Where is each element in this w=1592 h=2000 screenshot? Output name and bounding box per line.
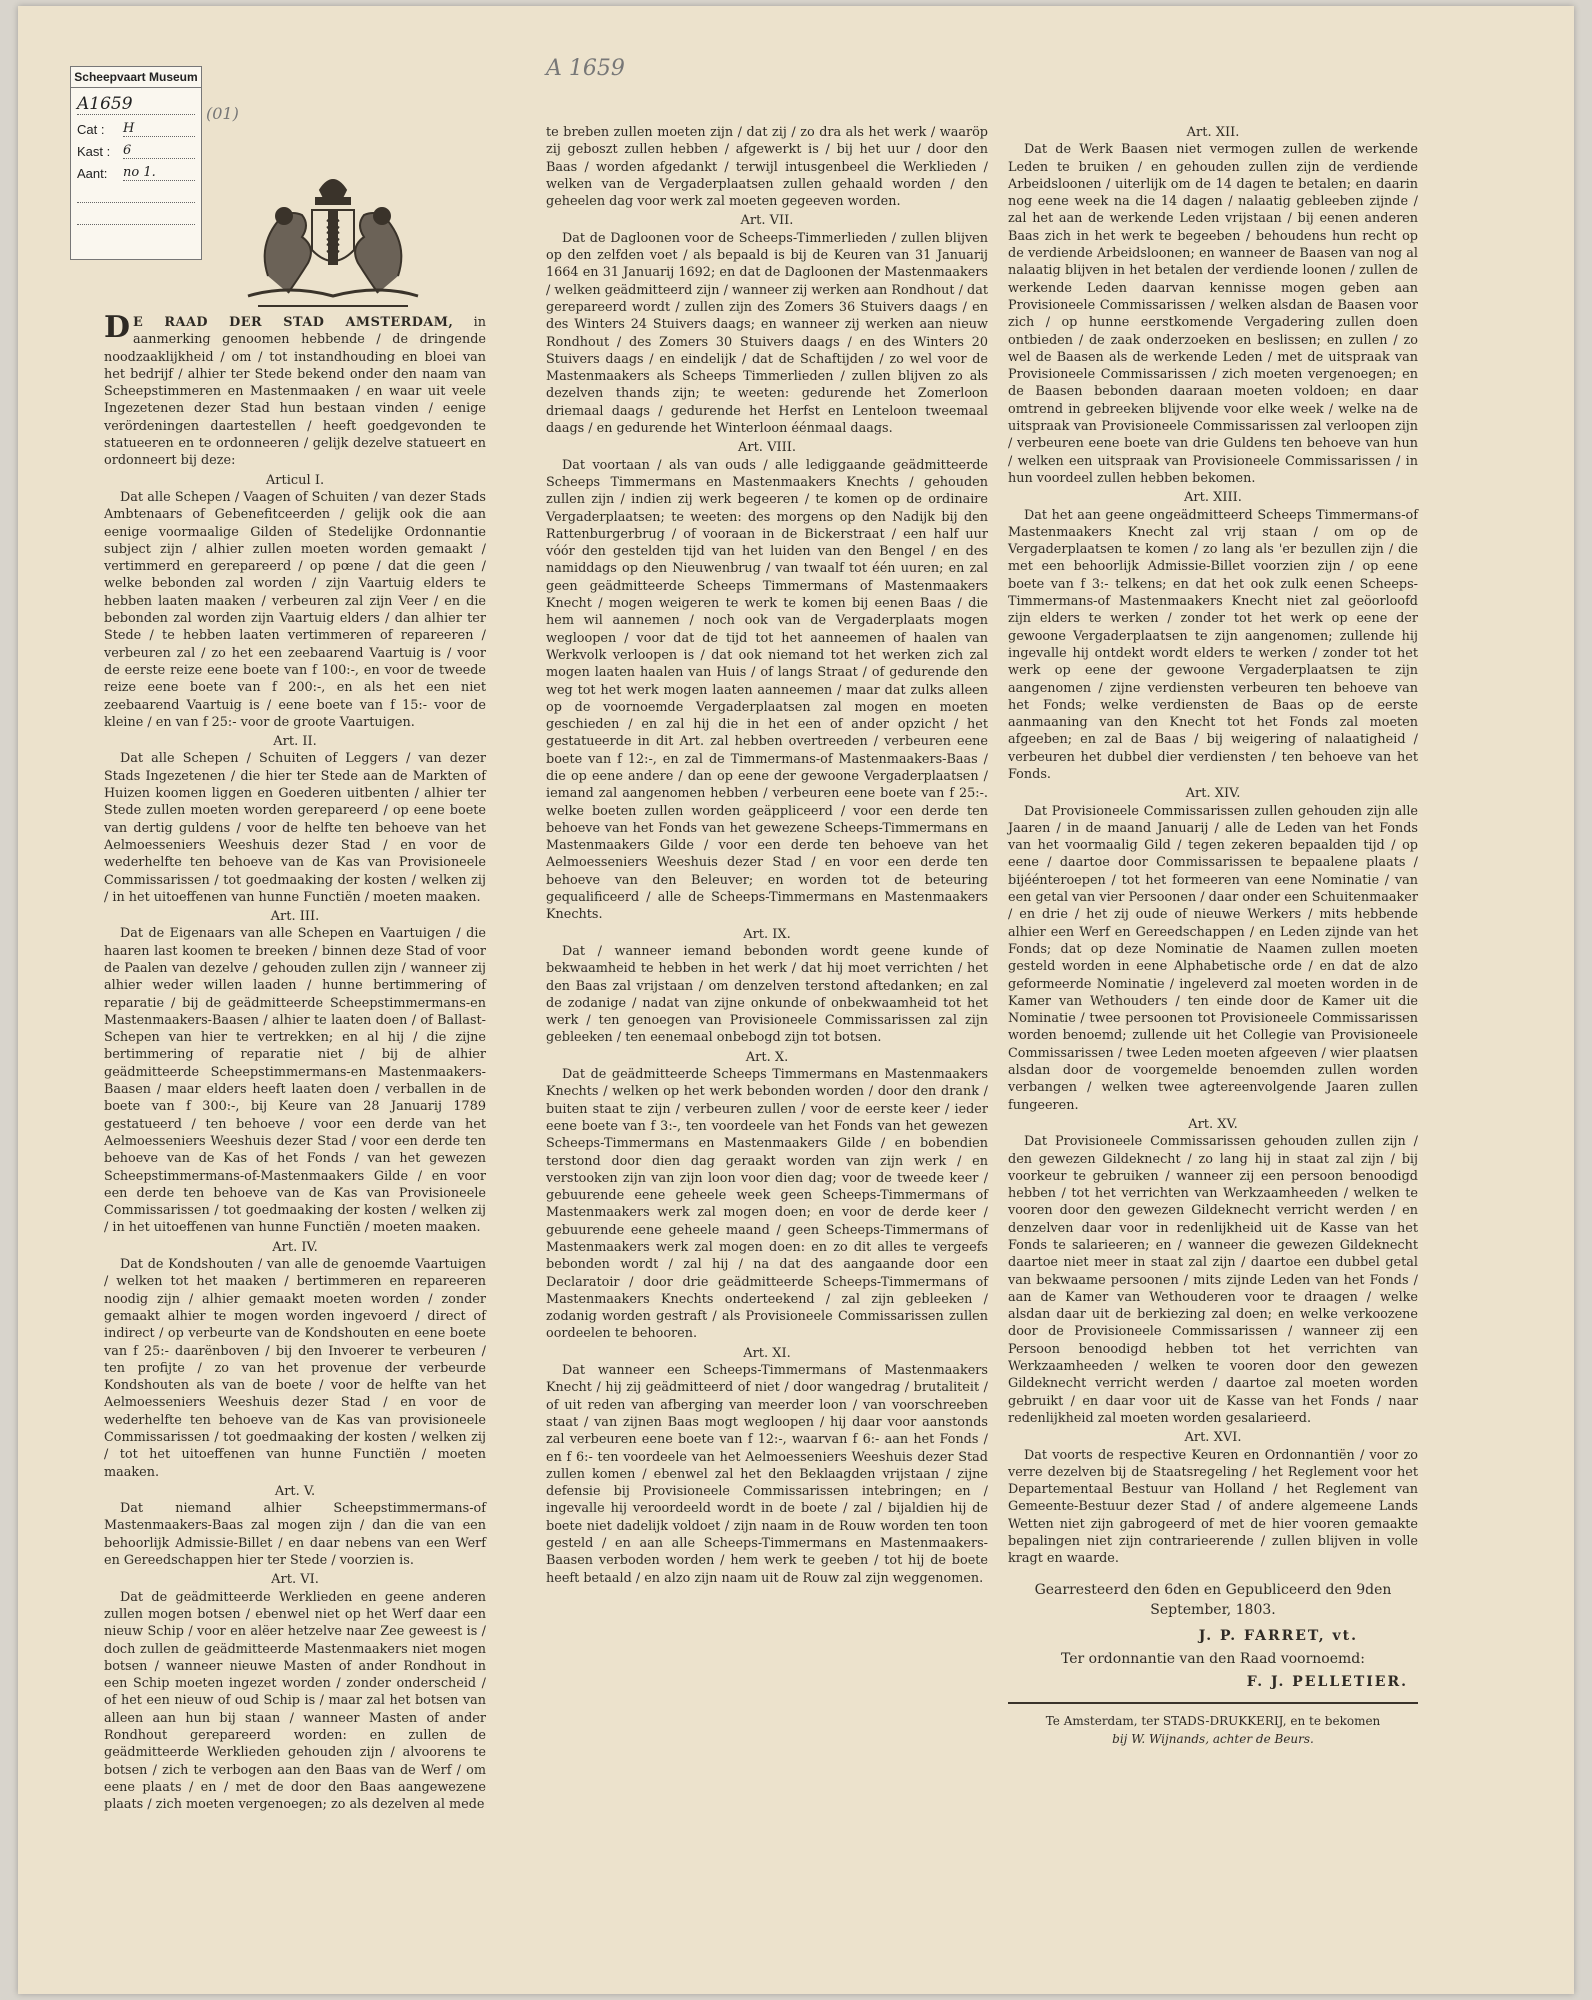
order-line: Ter ordonnantie van den Raad voornoemd: (1061, 1650, 1365, 1667)
article-14-heading: Art. XIV. (1185, 786, 1241, 802)
article-13-heading: Art. XIII. (1184, 490, 1242, 506)
article-11-text: Dat wanneer een Scheeps-Timmermans of Mastenmaakers Knecht / hij zij geädmitteerd of niet / door wangedrag / brutaliteit / of uit reden van afberging van meerder loon / van voorschreeben staat / van zijnen Baas mogt wegloopen / hij daar voor aanstonds zal verbeuren eene boete van f 12:-, waarvan f 6:- aan het Fonds / en f 6:- ten voordeele van het Aelmoesseniers Weeshuis dezer Stad zullen komen / ebenwel zal het den Beklaagden vrijstaan / zijne defensie bij Provisioneele Commissarissen intebringen; en / ingevalle hij veroordeeld wordt in de boete / zal / bijaldien hij de boete niet dadelijk voldoet / zijn naam in de Rouw worden ten toon gesteld / en aan alle Scheeps-Timmermans en Mastenmaakers-Baasen verboden worden / hem werk te geeben / tot hij de boete heeft betaald / en alzo zijn naam uit de Rouw zal zijn weggenomen. (546, 1363, 988, 1586)
council-name: E RAAD DER STAD AMSTERDAM, (133, 315, 454, 330)
imprint-line-1: Te Amsterdam, ter STADS-DRUKKERIJ, en te bekomen (1045, 1713, 1381, 1728)
intro-dropcap: D (104, 310, 131, 345)
article-16-heading: Art. XVI. (1184, 1430, 1242, 1446)
article-5-text: Dat niemand alhier Scheepstimmermans-of Mastenmaakers-Baas zal mogen zijn / dan die van een behoorlijk Admissie-Billet / en daar nebens van een Werf en Gereedschappen hier ter Stede / voorzien is. (104, 1501, 486, 1569)
article-10-text: Dat de geädmitteerde Scheeps Timmermans en Mastenmaakers Knechts / welken op het werk bebonden worden / door den drank / buiten staat te zijn / verbeuren zullen / voor de eerste keer / ieder eene boete van f 3:-, ten voordeele van het Fonds van het gewezen Scheeps-Timmermans en Mastenmaakers Gilde / en bobendien terstond door dien dag geraakt worden van zijn werk / en verstooken zijn van zijn loon voor dien dag; voor de tweede keer / gebuurende eene geheele week geen Scheeps-Timmermans of Mastenmaakers werk zal mogen doen; en voor de derde keer / gebuurende eene geheele maand / geen Scheeps-Timmermans of Mastenmaakers werk zal mogen doen: en zo dit alles te vergeefs bebonden wordt / zal hij / na dat des aangaande door een Declaratoir / door drie geädmitteerde Scheeps-Timmermans of Mastenmaakers Knechts onderteekend / zal zijn gebleeken / zodanig worden gestraft / als Provisioneele Commissarissen zullen oordeelen te behooren. (546, 1067, 988, 1342)
article-15-heading: Art. XV. (1188, 1116, 1238, 1132)
article-1-text: Dat alle Schepen / Vaagen of Schuiten / van dezer Stads Ambtenaars of Gebenefitceerden / gelijk ook die aan eenige voormaalige Gilden of Stedelijke Ordonnantie subject zijn / alhier zullen moeten worden gemaakt / vertimmerd en gerepareerd / op pœne / dat die geen / welke bebonden zal worden / zijn Vaartuig elders te hebben laaten maaken / verbeuren zal zijn Veer / en die bebonden zal worden zijn Vaartuig elders / dan alhier ter Stede / te hebben laaten vertimmeren of repareeren / verbeuren zal / zo het een zeebaarend Vaartuig is / voor de eerste reize eene boete van f 100:-, en voor de tweede reize eene boete van f 200:-, en als het een niet zeebaarend Vaartuig is / eene boete van f 15:- voor de kleine / en van f 25:- voor de groote Vaartuigen. (104, 489, 486, 730)
article-5-heading: Art. V. (274, 1483, 316, 1499)
cat-value: H (123, 121, 195, 137)
amsterdam-coat-of-arms-icon (228, 156, 438, 316)
article-16-text: Dat voorts de respective Keuren en Ordonnantiën / voor zo verre dezelven bij de Staatsregeling / het Reglement voor het Departementaal Bestuur van Holland / het Reglement van Gemeente-Bestuur dezer Stad / of andere algemeene Lands Wetten niet zijn gabrogeerd of met de hier vooren gemaakte bepalingen niet zijn contrarieerende / zullen blijven in volle kragt en waarde. (1008, 1447, 1418, 1567)
article-2-text: Dat alle Schepen / Schuiten of Leggers / van dezer Stads Ingezetenen / die hier ter Stede aan de Markten of Huizen koomen liggen en Goederen uitbenten / alhier ter Stede zullen moeten worden gerepareerd / op eene boete van dertig guldens / voor de helfte ten behoeve van het Aelmoesseniers Weeshuis dezer Stad / en voor de wederhelfte ten behoeve van de Kas van Provisioneele Commissarissen / tot goedmaaking der kosten / welken zij / in het uitoeffenen van hunne Functiën / moeten maaken. (104, 751, 486, 905)
signature-farret: J. P. FARRET, vt. (1198, 1627, 1358, 1644)
intro-paragraph (104, 310, 486, 470)
blank-row-1 (71, 181, 201, 203)
article-10-heading: Art. X. (745, 1049, 789, 1065)
cat-key: Cat : (77, 122, 105, 137)
aant-value: no 1. (123, 165, 195, 181)
museum-label (70, 66, 202, 260)
imprint-line-2: bij W. Wijnands, achter de Beurs. (1112, 1731, 1314, 1746)
intro-text: in aanmerking genoomen hebbende / de dringende noodzaaklijkheid / om / tot instandhouding en bloei van het bedrijf / alhier ter Stede bekend onder den naam van Scheepstimmeren en Mastenmaaken / en waar uit veele Ingezetenen dezer Stad hun bestaan vinden / eenige verördeningen daartestellen / heeft goedgevonden te statueeren en te ordonneeren / gelijk dezelve statueert en ordonneert bij deze: (104, 315, 486, 469)
article-14-text: Dat Provisioneele Commissarissen zullen gehouden zijn alle Jaaren / in de maand Januarij / alle de Leden van het Fonds van het voormaalig Gild / tegen zekeren bepaalden tijd / op eene / daartoe door Commissarissen te bepaalene plaats / bijéénteroepen / tot het formeeren van eene Nominatie / van een getal van vier Persoonen / daar onder een Schuitenmaaker / en drie / het zij oude of nieuwe Werkers / mits hebbende alhier een Werf en Gereedschappen / en Leden zijnde van het Fonds; dat op deze Nominatie de Naamen zullen moeten gesteld worden in eene Alphabetische orde / en dat de alzo geformeerde Nominatie / ingeleverd zal moeten worden in de Kamer van Wethouders / ten einde door de Kamer uit die Nominatie / twee persoonen tot Provisioneele Commissarissen worden benoemd; zullende uit het Collegie van Provisioneele Commissarissen / twee Leden moeten afgeeven / wier plaatsen alsdan door de voorgemelde benoemden zullen worden verbangen / welken twee agtereenvolgende Jaaren zullen fungeeren. (1008, 803, 1418, 1113)
kast-value: 6 (123, 143, 195, 159)
column-2 (546, 124, 988, 1589)
article-7-text: Dat de Dagloonen voor de Scheeps-Timmerlieden / zullen blijven op den zelfden voet / als bepaald is bij de Keuren van 31 Januarij 1664 en 31 Januarij 1692; en dat de Dagloonen der Mastenmaakers / welken geädmitteerd zijn / wanneer zij werken aan Rondhout / dat gerepareerd wordt / zullen zijn des Zomers 36 Stuivers daags / en des Winters 24 Stuivers daags; en wanneer zij werken aan nieuw Rondhout / des Zomers 30 Stuivers daags / en des Winters 20 Stuivers daags / en eindelijk / dat de Schaftijden / zo wel voor de Mastenmaakers als Scheeps Timmerlieden / zullen blijven zo als dezelven thands zijn; te weeten: gedurende het Zomerloon driemaal daags / gedurende het Herfst en Lenteloon tweemaal daags / en gedurende het Winterloon éénmaal daags. (546, 230, 988, 437)
article-3-text: Dat de Eigenaars van alle Schepen en Vaartuigen / die haaren last koomen te breeken / binnen deze Stad of voor de Paalen van dezelve / gehouden zullen zijn / wanneer zij alhier weder willen laaden / hunne bertimmering of reparatie / bij de geädmitteerde Scheepstimmermans-en Mastenmaakers-Baasen / alhier te laaten doen / of Ballast-Schepen van hier te vertrekken; en al hij / die zijne bertimmering of reparatie niet / bij de alhier geädmitteerde Scheepstimmermans-en Mastenmaakers-Baasen / maar elders heeft laaten doen / verballen in de boete van f 300:-, bij Keure van 28 Januarij 1789 gestatueerd / ten behoeve / voor een derde van het Aelmoesseniers Weeshuis dezer Stad / voor een derde ten behoeve van de Kas of het Fonds / van het gewezen Scheepstimmermans-of-Mastenmaakers Gilde / en voor een derde ten behoeve van de Kas van Provisioneele Commissarissen / tot goedmaaking der kosten / welken zij / in het uitoeffenen van hunne Functiën / moeten maaken. (104, 926, 486, 1236)
kast-row (71, 137, 201, 159)
article-11-heading: Art. XI. (743, 1345, 791, 1361)
article-12-text: Dat de Werk Baasen niet vermogen zullen de werkende Leden te bruiken / en gehouden zullen zijn de verdiende Arbeidsloonen / uiterlijk om de 14 dagen te betalen; en daarin nog eene week na die 14 dagen / nalaatig gebleeben zijnde / zal het aan de werkende Leden vrijstaan / bij eenen anderen Baas zich in het werk te begeeben / behoudens hun recht op de verdiende Arbeidsloonen; en wanneer de Baasen van nog al nalaatig blijven in het betalen der verdiende loonen / zullen de werkende Leden daarvan kennisse mogen geben aan Provisioneele Commissarissen / welken alsdan de Baasen voor zich / op hunne eerstkomende Vergadering zullen doen ontbieden / de zaak onderzoeken en beslissen; en zullen / zo wel de Baasen als de werkende Leden / met de uitspraak van Provisioneele Commissarissen / zich moeten vergenoegen; en de Baasen bebonden daaraan moeten voldoen; en daar omtrend in gebreeken blijvende voor elke week / welke na de uitspraak van Provisioneele Commissarissen zal verloopen zijn / verbeuren eene boete van drie Guldens ten behoeve van hun / welken een uitspraak van Provisioneele Commissarissen / in hun voordeel zullen hebben bekomen. (1008, 142, 1418, 486)
article-13-text: Dat het aan geene ongeädmitteerd Scheeps Timmermans-of Mastenmaakers Knecht zal vrij staan / om op de Vergaderplaatsen te komen / zo lang als 'er bezullen zijn / die met een behoorlijk Admissie-Billet voorzien zijn / op eene boete van f 3:- telkens; en dat het ook zulk eenen Scheeps-Timmermans-of Mastenmaakers Knecht niet zal geöorloofd zijn elders te werken / zonder tot het werk op eene der gewoone Vergaderplaatsen te zijn aangenomen; zullende hij ingevalle hij ontdekt wordt elders te werken / zonder tot het werk op eene der gewoone Vergaderplaatsen te zijn aangenomen / zijne verdiensten verbeuren ten behoeve van het Fonds; welke verdiensten de Baas op de eerste aanmaaning van den Knecht tot het Fonds zal moeten afgeeben; en zal de Baas / bij weigering of nalaatigheid / verbeuren het dubbel dier verdiensten / ten behoeve van het Fonds. (1008, 507, 1418, 782)
aant-row (71, 159, 201, 181)
museum-number-row (71, 88, 201, 115)
article-6-text: Dat de geädmitteerde Werklieden en geene anderen zullen mogen botsen / ebenwel niet op het Werf daar een nieuw Schip / voor en alëer hetzelve naar Zee geweest is / doch zullen de geädmitteerde Mastenmaakers niet mogen botsen / wanneer nieuwe Masten of ander Rondhout in een Schip moeten ingezet worden / zonder onderscheid / of het een nieuw of oud Schip is / maar zal het botsen van alleen aan hun bij staan / wanneer Masten of ander Rondhout gerepareerd worden: en zullen de geädmitteerde Werklieden gehouden zijn / alvoorens te botsen / zich te verbogen aan den Baas van de Werf / om eene plaats / en / met de door den Baas aangewezene plaats / zich moeten vergenoegen; zo als dezelven al mede (104, 1589, 486, 1813)
article-4-heading: Art. IV. (272, 1239, 318, 1255)
aant-key: Aant: (77, 166, 108, 181)
article-8-text: Dat voortaan / als van ouds / alle lediggaande geädmitteerde Scheeps Timmermans en Mastenmaakers Knechts / gehouden zullen zijn / indien zij werk begeeren / te komen op de ordinaire Vergaderplaatsen; te weeten: des morgens op den Nadijk bij den Rattenburgerbrug / of vooraan in de Bickerstraat / een half uur vóór den gestelden tijd van het luiden van den Bengel / en des namiddags op den Nieuwenbrug / van twaalf tot één uuren; en zal geen geädmitteerde Scheeps Timmermans of Mastenmaakers Knecht / mogen weigeren te werk te komen bij eenen Baas / die hem wil aannemen / noch ook van de Vergaderplaats mogen wegloopen / voor dat de tijd tot het aanneemen of haalen van Werkvolk verloopen is / dat ook niemand tot het werken zich zal mogen laaten haalen van Huis / of langs Straat / of gedurende den weg tot het werk mogen laaten aanneemen / maar dat zulks alleen op de voornoemde Vergaderplaatsen zal mogen en moeten geschieden / en zal hij die in het een of ander opzicht / het gestatueerde in dit Art. zal hebben overtreeden / verbeuren eene boete van f 12:-, en zal de Timmermans-of Mastenmaakers-Baas / die op eene andere / dan op eene der gewoone Vergaderplaatsen / iemand zal aangenomen hebben / verbeuren eene boete van f 25:-. welke boeten zullen worden geäppliceerd / voor een derde ten behoeve van het Fonds van het gewezene Scheeps-Timmermans en Mastenmaakers Gilde / voor een derde ten behoeve van het Aelmoesseniers Weeshuis dezer Stad / en voor een derde ten behoeve van den Beleuver; en worden tot de beteuring gequalificeerd / alle de Scheeps-Timmermans en Mastenmaakers Knechts. (546, 457, 988, 923)
pencil-note-label: (01) (206, 104, 239, 123)
article-1-heading: Articul I. (265, 472, 325, 488)
column-3 (1008, 124, 1418, 1748)
imprint-divider (1008, 1702, 1418, 1704)
museum-label-heading: Scheepvaart Museum (71, 67, 201, 88)
article-8-heading: Art. VIII. (737, 440, 797, 456)
blank-row-2 (71, 203, 201, 225)
article-9-text: Dat / wanneer iemand bebonden wordt geene kunde of bekwaamheid te hebben in het werk / dat hij moet verrichten / het den Baas zal vrijstaan / om denzelven terstond aftedanken; en zal de zodanige / nadat van zijne onkunde of onbekwaamheid tot het werk / ten genoegen van Provisioneele Commissarissen zal zijn gebleeken / ten eenemaal onbebogd zijn tot botsen. (546, 943, 988, 1046)
article-15-text: Dat Provisioneele Commissarissen gehouden zullen zijn / den gewezen Gildeknecht / zo lang hij in staat zal zijn / bij voorkeur te gebruiken / wanneer zij een persoon benoodigd hebben / tot het verrichten van Werkzaamheeden / welken te vooren door den gewezen Gildeknecht verricht werden / en denzelven daar voor in redenlijkheid uit de Kasse van het Fonds te salarieeren; en / wanneer die gewezen Gildeknecht daartoe niet meer in staat zal zijn / daartoe een dubbel getal van bekwaame persoonen / mits zijnde Leden van het Fonds / aan de Kamer van Wethouderen voor te draagen / welke alsdan daar uit de berkiezing zal doen; en welke verkoozene door de Provisioneele Commissarissen / wanneer zij een Persoon benoodigd hebben tot het verrichten van Werkzaamheeden / welken te vooren door den gewezen Gildeknecht verricht werden / daartoe zal moeten worden gebruikt / en daar voor uit de Kasse van het Fonds / naar redenlijkheid zal moeten worden gesalarieerd. (1008, 1134, 1418, 1426)
article-6-heading: Art. VI. (271, 1572, 319, 1588)
article-9-heading: Art. IX. (743, 926, 791, 942)
placard-sheet (18, 6, 1574, 1994)
article-6-continuation: te breben zullen moeten zijn / dat zij / zo dra als het werk / waaröp zij geboszt zullen hebben / afgewerkt is / bij het uur / door den Baas / worden afgedankt / terwijl intusgenbeel die Werklieden / welken van de Vergaderplaatsen zullen gehaald worden / den geheelen dag voor werk zal moeten gegeeven worden. (546, 125, 988, 210)
article-2-heading: Art. II. (273, 734, 317, 750)
museum-number: A1659 (77, 94, 195, 115)
article-4-text: Dat de Kondshouten / van alle de genoemde Vaartuigen / welken tot het maaken / bertimmeren en repareeren noodig zijn / alhier gemaakt moeten worden / zonder gemaakt alhier te mogen worden ingevoerd / direct of indirect / op verbeurte van de Kondshouten en eene boete van f 25:- daarënboven / bij den Invoerer te verbeuren / ten profijte / zo van het provenue der verbeurde Kondshouten als van de boete / voor de helfte van het Aelmoesseniers Weeshuis dezer Stad / en voor de wederhelfte ten behoeve van de Kas van provisioneele Commissarissen / tot goedmaaking der kosten / welken zij / tot het uitoeffenen van hunne Functiën / moeten maaken. (104, 1257, 486, 1480)
article-7-heading: Art. VII. (740, 213, 794, 229)
cat-row (71, 115, 201, 137)
article-3-heading: Art. III. (270, 909, 320, 925)
signature-pelletier: F. J. PELLETIER. (1246, 1674, 1408, 1691)
publication-date: Gearresteerd den 6den en Gepubliceerd den 9den September, 1803. (1034, 1581, 1392, 1618)
column-1 (104, 310, 486, 1816)
pencil-note-top: A 1659 (546, 56, 625, 81)
article-12-heading: Art. XII. (1186, 125, 1240, 140)
kast-key: Kast : (77, 144, 111, 159)
